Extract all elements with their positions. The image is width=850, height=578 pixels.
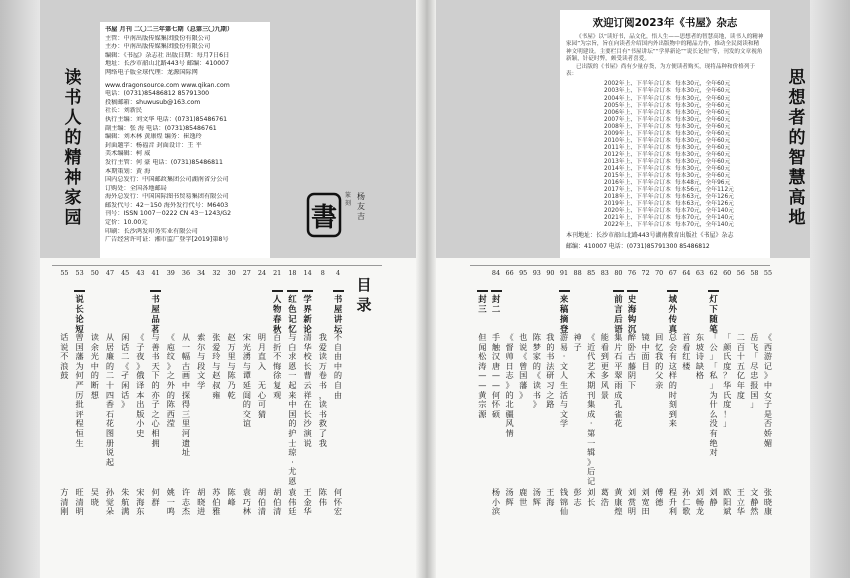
- price-row-price: 每本70元，全年140元: [674, 208, 734, 215]
- toc-page-number: 47: [105, 269, 115, 277]
- price-row: [604, 96, 738, 103]
- toc-page-number: 85: [587, 269, 596, 277]
- toc-entry-author: 胡 伯 清: [273, 487, 282, 517]
- toc-entry-author: 何 群: [151, 487, 160, 507]
- toc-entry-title[interactable]: 曾 国 藩 为 何 严 厉 批 评 程 恒 生: [75, 332, 84, 448]
- price-row: [604, 145, 738, 152]
- price-row-price: 每本30元，全年60元: [674, 109, 731, 116]
- price-row-price: 每本30元，全年60元: [674, 88, 731, 95]
- toc-entry-title[interactable]: 与 白 求 恩 一 起 来 中 国 的 护 士 琼 · 尤 恩: [288, 332, 297, 486]
- imprint-line: 副主编：张 海 电话：(0731)85486761: [105, 124, 217, 132]
- toc-entry-title[interactable]: 手 触 汉 唐 — — 何 怀 硕: [491, 332, 501, 419]
- toc-section-heading: 学 界 新 论: [301, 288, 315, 334]
- price-row-price: 每本30元，全年60元: [674, 158, 731, 165]
- toc-entry-title[interactable]: 话 说 不 浪 鼓: [60, 332, 69, 381]
- toc-entry-author: 胡 晓 进: [197, 487, 206, 517]
- imprint-line: 美术编辑：柯 威: [105, 150, 151, 158]
- toc-entry-title[interactable]: 游 易 · 文 人 生 活 与 文 学: [559, 332, 569, 429]
- imprint-line: 主管：中南出版传媒集团股份有限公司: [105, 34, 211, 42]
- toc-entry-title[interactable]: 不 自 由 中 的 自 由: [333, 332, 343, 400]
- price-row-volume: 2005年上、下半年合订本: [604, 102, 671, 109]
- toc-entry-author: 汤 辉: [505, 487, 514, 507]
- price-row: [604, 152, 738, 159]
- toc-page-number: 4: [335, 269, 341, 277]
- toc-section-heading: 封 三: [475, 288, 489, 314]
- toc-entry-author: 孙 觉 朵: [105, 487, 115, 517]
- price-row-volume: 2021年上、下半年合订本: [604, 215, 671, 222]
- toc-page-number: 60: [723, 269, 732, 277]
- toc-entry-title[interactable]: 「 颜 氏 度 ？ 华 氏 度 ！ 」: [723, 332, 732, 429]
- imprint-line: 投稿邮箱：shuwusub@163.com: [105, 98, 201, 106]
- price-row-price: 每本30元，全年60元: [674, 102, 731, 109]
- toc-entry-title[interactable]: 《 西 游 记 》 中 女 子 是 否 娇 媚: [763, 332, 773, 448]
- price-row-price: 每本30元，全年60元: [674, 151, 731, 158]
- toc-page-number: 24: [257, 269, 267, 277]
- price-row-price: 每本30元，全年60元: [674, 116, 731, 123]
- price-row-price: 每本30元，全年60元: [674, 123, 731, 130]
- price-row-volume: 2006年上、下半年合订本: [604, 109, 671, 116]
- price-row-volume: 2011年上、下半年合订本: [604, 144, 671, 151]
- toc-section-heading: 人 物 春 秋: [270, 288, 284, 334]
- toc-page-number: 91: [559, 269, 569, 277]
- toc-entry-author: 文 静 然: [750, 487, 759, 517]
- toc-page-number: 62: [709, 269, 718, 277]
- price-row-volume: 2014年上、下半年合订本: [604, 166, 671, 172]
- toc-page-number: 27: [242, 269, 251, 277]
- toc-page-number: 18: [288, 269, 297, 277]
- price-row-volume: 2022年上、下半年合订本: [604, 222, 671, 229]
- toc-page-number: 8: [320, 269, 325, 277]
- price-row-volume: 2002年上、下半年合订本: [604, 81, 671, 88]
- toc-page-number: 50: [90, 269, 99, 277]
- toc-entry-title[interactable]: 索 尔 与 段 文 学: [197, 332, 206, 390]
- toc-entry-title[interactable]: 从 居 廉 的 二 十 四 香 石 花 图 册 说 起: [105, 332, 115, 467]
- price-row-volume: 2007年上、下半年合订本: [604, 116, 671, 123]
- subscription-title: 欢迎订阅2023年《书屋》杂志: [592, 17, 738, 29]
- toc-page-number: 39: [166, 269, 175, 277]
- subscription-postcode: 邮编：410007 电话：(0731)85791300 85486812: [566, 243, 710, 251]
- imprint-line: www.dragonsource.com www.qikan.com: [105, 81, 230, 89]
- left-slogan: 读书人的精神家园: [64, 68, 82, 228]
- toc-section-heading: 封 二: [489, 288, 503, 314]
- price-row-price: 每本30元，全年60元: [674, 166, 731, 172]
- imprint-line: 社长：刘新民: [105, 107, 143, 115]
- toc-page-number: 76: [627, 269, 637, 277]
- toc-entry-author: 刘 宽 田: [641, 487, 650, 517]
- subscription-box: [560, 10, 770, 258]
- price-row: [604, 88, 738, 95]
- toc-page-number: 30: [227, 269, 236, 277]
- toc-entry-title[interactable]: 集 片 石 平 翠 雨 成 孔 雀 花: [614, 332, 623, 429]
- toc-entry-title[interactable]: 《 子 夜 》 俄 译 本 出 版 小 史: [136, 332, 145, 438]
- toc-section-heading: 灯 下 随 笔: [707, 288, 721, 334]
- toc-entry-title[interactable]: 「 公 」 「 私 」 为 什 么 没 有 绝 对: [709, 332, 718, 458]
- toc-entry-title[interactable]: 但 闻 松 涛 — — 黄 宗 源: [478, 332, 487, 419]
- price-row-volume: 2010年上、下半年合订本: [604, 137, 671, 144]
- price-row: [604, 110, 738, 117]
- toc-page-number: 14: [303, 269, 312, 277]
- toc-entry-title[interactable]: 从 一 幅 古 画 中 探 得 三 里 河 遗 址: [181, 332, 191, 458]
- toc-entry-author: 王 立 华: [736, 487, 745, 517]
- toc-section-heading: 说 长 论 短: [73, 288, 87, 334]
- price-row-price: 每本30元，全年60元: [674, 95, 731, 102]
- price-row: [604, 103, 738, 110]
- subscription-intro: 《书屋》以“读好书，品文化，悟人生——思想者的智慧高地，读书人的精神家园”为宗旨，旨在向读者介绍国内外出版物中的精品力作，推动全民阅读和精神文明建设。主要栏目有“书屋讲坛”“学界新论”“说长论短”等，刊发的文章视角新颖，针砭时弊，颇受读者喜爱。: [566, 34, 764, 63]
- toc-entry-author: 张 晓 康: [763, 487, 773, 517]
- toc-entry-title[interactable]: 陈 梦 家 的 《 读 书 》: [532, 332, 541, 410]
- toc-entry-title[interactable]: 回 忆 我 的 父 亲: [655, 332, 664, 390]
- toc-entry-author: 宋 海 东: [136, 487, 145, 517]
- toc-entry-title[interactable]: 东 坡 诗 缺 格: [695, 332, 705, 381]
- toc-page-number: 58: [750, 269, 759, 277]
- toc-entry-author: 钱 锦 仙: [559, 487, 569, 517]
- price-row-volume: 2012年上、下半年合订本: [604, 151, 671, 158]
- toc-entry-author: 陈 峰: [227, 487, 236, 507]
- toc-entry-author: 黄 康 煌: [614, 487, 623, 517]
- imprint-line: 国内总发行：中国邮政集团公司湖南省分公司: [105, 176, 229, 184]
- toc-entry-author: 刘 赏 明: [627, 487, 637, 517]
- toc-page-number: 80: [614, 269, 623, 277]
- toc-page-number: 64: [682, 269, 691, 277]
- price-row-price: 每本63元，全年126元: [674, 201, 734, 208]
- price-row-price: 每本70元，全年140元: [674, 215, 734, 222]
- toc-page-number: 34: [197, 269, 206, 277]
- price-row-volume: 2013年上、下半年合订本: [604, 158, 671, 165]
- imprint-line: 地址：长沙市韶山北路443号 邮编：410007: [105, 60, 230, 68]
- toc-entry-title[interactable]: 《 督 帅 日 志 》 的 北 疆 风 情: [505, 332, 514, 438]
- toc-section-heading: 域 外 传 真: [666, 288, 680, 334]
- imprint-block: [100, 22, 270, 258]
- price-row-volume: 2009年上、下半年合订本: [604, 130, 671, 137]
- price-row: [604, 131, 738, 138]
- right-slogan: 思想者的智慧高地: [788, 68, 806, 228]
- toc-page-number: 45: [121, 269, 130, 277]
- price-row-price: 每本30元，全年60元: [674, 81, 731, 88]
- toc-entry-author: 王 海: [546, 487, 555, 507]
- imprint-line: 发行主管：何 豪 电话：(0731)85486811: [105, 158, 223, 166]
- toc-entry-author: 旺 清 明: [75, 487, 84, 517]
- toc-entry-author: 欧 阳 斌: [723, 487, 732, 517]
- price-row-price: 每本30元，全年60元: [674, 173, 731, 180]
- toc-entry-title[interactable]: 首 看 红 楼: [682, 332, 691, 371]
- toc-section-heading: 史 海 钩 沉: [625, 288, 639, 334]
- toc-entry-author: 王 金 华: [303, 487, 312, 517]
- page-gutter: [416, 0, 436, 578]
- price-row-price: 每本30元，全年60元: [674, 144, 731, 151]
- toc-entry-title[interactable]: 百 折 不 悔 徐 复 观: [273, 332, 282, 400]
- toc-page-number: 83: [600, 269, 609, 277]
- toc-section-heading: 来 稿 摘 登: [557, 288, 571, 334]
- toc-page-number: 70: [655, 269, 664, 277]
- toc-page-number: 43: [136, 269, 145, 277]
- toc-entry-title[interactable]: 《 庖 纹 》 之 外 的 陈 西 滢: [166, 332, 175, 429]
- imprint-line: 本期策划：黄 海: [105, 167, 151, 175]
- toc-entry-author: 刘 畅 龙: [695, 487, 705, 517]
- price-row-volume: 2004年上、下半年合订本: [604, 95, 671, 102]
- imprint-line: 电话：(0731)85486812 85791300: [105, 90, 210, 98]
- toc-section-heading: 书 屋 品 茗: [149, 288, 163, 334]
- imprint-line: 主办：中南出版传媒集团股份有限公司: [105, 43, 211, 51]
- toc-entry-author: 陈 伟: [318, 487, 327, 507]
- toc-entry-author: 苏 伯 雅: [212, 487, 221, 517]
- imprint-line: 书屋 月刊 二〇二三年第七期（总第三〇九期）: [105, 26, 234, 33]
- toc-page-number: 55: [60, 269, 69, 277]
- toc-entry-title[interactable]: 闲 话 二 《 孑 闲 话 》: [121, 332, 130, 410]
- price-row: [604, 124, 738, 131]
- toc-entry-title[interactable]: 《 近 代 艺 术 期 刊 集 成 · 第 一 辑 》 后 记: [587, 332, 596, 486]
- price-row: [604, 159, 738, 166]
- toc-entry-author: 方 清 刚: [60, 487, 69, 517]
- imprint-line: 订购处：全国各地邮局: [105, 184, 167, 192]
- toc-page-number: 41: [151, 269, 160, 277]
- toc-entry-author: 鹿 世: [519, 487, 528, 507]
- toc-entry-title[interactable]: 与 善 书 天 下 的 亦 子 之 心 相 拥: [151, 332, 160, 448]
- price-row-price: 每本30元，全年60元: [674, 130, 731, 137]
- toc-page-number: 21: [273, 269, 282, 277]
- toc-entry-title[interactable]: 神 子: [573, 332, 582, 352]
- toc-entry-title[interactable]: 明 月 直 入 无 心 可 猜: [257, 332, 267, 419]
- imprint-line: 封面题字：杨福音 封面设计：王 平: [105, 141, 202, 149]
- toc-top-rule-left: [52, 265, 382, 266]
- toc-entry-author: 孙 仁 歌: [682, 487, 691, 517]
- imprint-line: 广告经营许可证：湘市监广登字[2019]第8号: [105, 236, 229, 244]
- imprint-line: 执行主编：刘文华 电话：(0731)85486761: [105, 115, 228, 123]
- toc-page-number: 90: [546, 269, 555, 277]
- price-row-price: 每本48元，全年96元: [674, 180, 731, 187]
- price-row: [604, 166, 738, 173]
- seal-stamp: [306, 190, 342, 244]
- toc-page-number: 84: [491, 269, 501, 277]
- price-row-volume: 2016年上、下半年合订本: [604, 180, 671, 187]
- toc-section-heading: 前 言 后 语: [611, 288, 625, 334]
- toc-entry-title[interactable]: 镜 中 面 目: [641, 332, 650, 371]
- imprint-line: 印刷：长沙鸿发印务实业有限公司: [105, 227, 198, 235]
- price-row-volume: 2008年上、下半年合订本: [604, 123, 671, 130]
- toc-entry-author: 许 志 杰: [181, 487, 191, 517]
- toc-entry-author: 刘 静: [709, 487, 718, 507]
- toc-entry-author: 葛 浩: [600, 487, 609, 507]
- imprint-line: 定价：10.00元: [105, 219, 148, 227]
- imprint-line: 网络电子版全球代理：龙源国际网: [105, 68, 198, 76]
- seal-credit-artist: 杨友吉: [357, 192, 365, 221]
- toc-entry-author: 何 怀 宏: [333, 487, 343, 517]
- price-row: [604, 222, 738, 229]
- toc-entry-title[interactable]: 读 余 光 中 的 断 想: [90, 332, 99, 400]
- price-row-volume: 2015年上、下半年合订本: [604, 173, 671, 180]
- toc-entry-author: 姚 一 鸣: [166, 487, 175, 517]
- toc-section-heading: 书 屋 讲 坛: [331, 288, 345, 334]
- price-row-volume: 2017年上、下半年合订本: [604, 187, 671, 194]
- toc-entry-author: 袁 巧 林: [242, 487, 251, 517]
- toc-page-number: 53: [75, 269, 84, 277]
- toc-entry-author: 彭 志: [573, 487, 582, 507]
- toc-page-number: 56: [736, 269, 745, 277]
- toc-page-number: 36: [181, 269, 191, 277]
- toc-entry-title[interactable]: 张 爱 玲 与 赵 叔 雍: [212, 332, 221, 400]
- price-row: [604, 117, 738, 124]
- toc-entry-author: 胡 伯 清: [257, 487, 267, 517]
- imprint-line: 海外总发行：中国国际图书贸易集团有限公司: [105, 193, 229, 201]
- toc-title: 目录: [356, 276, 372, 314]
- toc-page-number: 95: [519, 269, 528, 277]
- toc-page-number: 63: [695, 269, 705, 277]
- toc-entry-title[interactable]: 二 百 十 五 亿 年 度: [736, 332, 745, 400]
- toc-entry-title[interactable]: 也 说 《 曾 国 藩 》: [519, 332, 528, 400]
- toc-entry-title[interactable]: 醉 卧 古 藤 阴 下: [627, 332, 637, 390]
- toc-page-number: 66: [505, 269, 514, 277]
- toc-page-number: 67: [668, 269, 677, 277]
- toc-entry-author: 袁 伟 廷: [288, 487, 297, 517]
- price-row-price: 每本70元，全年140元: [674, 222, 734, 229]
- imprint-line: 邮发代号：42－150 海外发行代号：M6403: [105, 201, 229, 209]
- seal-credit-label: 篆刻: [345, 192, 352, 207]
- book-edge-right: [810, 0, 850, 578]
- toc-page-number: 72: [641, 269, 650, 277]
- toc-entry-author: 程 升 利: [668, 487, 677, 517]
- price-row-volume: 2019年上、下半年合订本: [604, 201, 671, 208]
- price-row-price: 每本63元，全年126元: [674, 194, 734, 201]
- toc-page-number: 55: [763, 269, 773, 277]
- imprint-line: 编辑：《书屋》杂志社 出版日期：每月7日6日: [105, 51, 230, 59]
- toc-entry-author: 朱 航 满: [121, 487, 130, 517]
- toc-entry-author: 汤 辉: [532, 487, 541, 507]
- toc-entry-title[interactable]: 宋 光 湧 与 谭 延 闿 的 交 谊: [242, 332, 251, 429]
- price-row-volume: 2020年上、下半年合订本: [604, 208, 671, 215]
- seal-glyph: 書: [310, 203, 338, 233]
- imprint-line: 刊号：ISSN 1007－0222 CN 43－1243/G2: [105, 210, 232, 218]
- toc-entry-author: 吴 晓: [90, 487, 99, 507]
- toc-section-heading: 红 色 记 忆: [285, 288, 299, 334]
- price-row-price: 每本30元，全年60元: [674, 137, 731, 144]
- toc-page-number: 88: [573, 269, 582, 277]
- toc-page-number: 32: [212, 269, 221, 277]
- toc-page-number: 93: [532, 269, 541, 277]
- book-edge-left: [0, 0, 40, 578]
- subscription-address: 本刊地址：长沙市韶山北路443号湖南教育出版社《书屋》杂志: [566, 232, 734, 240]
- toc-entry-title[interactable]: 总 会 有 这 样 的 时 刻 到 来: [668, 332, 677, 429]
- toc-top-rule-right: [470, 265, 770, 266]
- toc-entry-author: 杨 小 滨: [491, 487, 501, 517]
- toc-entry-title[interactable]: 我 的 书 法 研 习 之 路: [546, 332, 555, 410]
- toc-entry-title[interactable]: 岳 飞 「 尽 忠 报 国 」: [750, 332, 759, 410]
- seal-image: [306, 190, 342, 240]
- toc-entry-author: 傅 德: [655, 487, 664, 507]
- subscription-note: 已出版的《书屋》尚有少量存货，为方便读者购买，现将品种和价格列于表：: [566, 63, 756, 78]
- price-row-volume: 2003年上、下半年合订本: [604, 88, 671, 95]
- price-row-price: 每本56元，全年112元: [674, 187, 734, 194]
- toc-entry-title[interactable]: 清 华 校 长 曹 云 祥 在 长 沙 演 说: [303, 332, 312, 448]
- imprint-line: 编辑：刘木林 黄康煌 编务：崔逸玲: [105, 133, 202, 141]
- toc-entry-title[interactable]: 赵 万 里 与 陈 乃 乾: [227, 332, 236, 400]
- toc-entry-author: 刘 长: [587, 487, 596, 507]
- back-issue-price-table: [604, 81, 738, 229]
- toc-entry-title[interactable]: 我 爱 读 万 卷 书 ， 读 书 救 了 我: [318, 332, 327, 448]
- price-row: [604, 138, 738, 145]
- price-row-volume: 2018年上、下半年合订本: [604, 194, 671, 201]
- toc-entry-title[interactable]: 能 看 到 更 多 风 景: [600, 332, 609, 400]
